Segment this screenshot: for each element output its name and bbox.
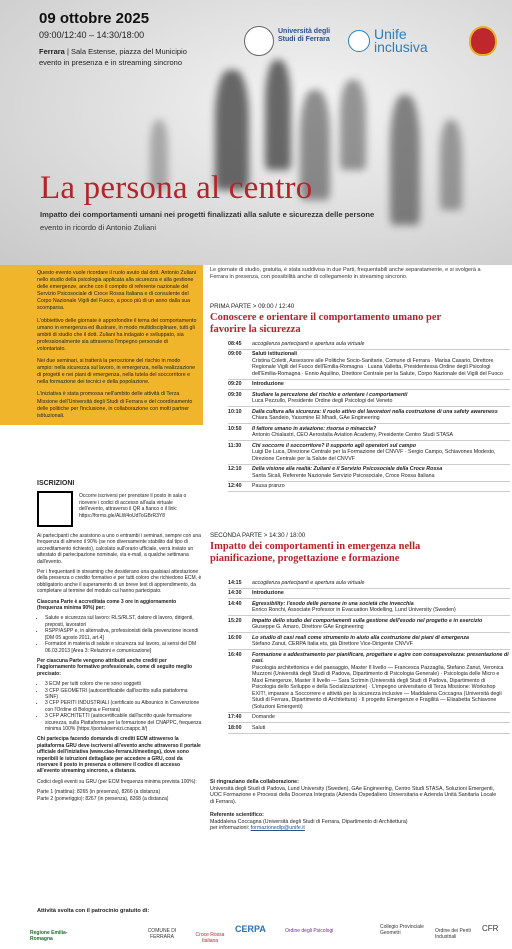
schedule-heading: Impatto dello studio dei comportamenti sulla gestione dell'esodo nel progetto e in esercizio: [252, 617, 483, 624]
schedule-row: [228, 723, 510, 734]
qr-code-icon[interactable]: [37, 491, 73, 527]
schedule-time: 14:15: [228, 579, 242, 586]
schedule-desc: [252, 381, 510, 388]
schedule-time: 10:50: [228, 425, 242, 432]
intro-box: [0, 265, 203, 425]
part1-label: PRIMA PARTE > 09:00 / 12:40: [210, 303, 295, 310]
logo-inclusiva-line2: inclusiva: [374, 39, 428, 55]
details-paragraph: Chi partecipa facendo domanda di crediti ECM attraverso la piattaforma GRU deve iscriversi all'evento anche attraverso il portale ufficiale dell'iniziativa (www.ciao-ferrara.it/meetings), dove sono reperibili le istruzioni dettagliate per accedere a GRU, così da riservare il posto in presenza o ottenere il codice di accesso all'evento streaming sincrono, a distanza.: [37, 736, 201, 775]
blurred-figure: [390, 95, 420, 225]
schedule-desc: [252, 601, 510, 614]
schedule-body: Luca Pezzullo, Presidente Ordine degli Psicologi del Veneto: [252, 398, 393, 404]
schedule-row: [228, 441, 510, 465]
logo-collegio-geometri: Collegio Provinciale Geometri: [380, 924, 424, 936]
schedule-time: 09:20: [228, 381, 242, 387]
inclusiva-icon: [348, 30, 370, 52]
schedule-row: [228, 407, 510, 424]
schedule-heading: Lo studio di casi reali come strumento in aiuto alla costruzione dei piani di emergenza: [252, 634, 469, 641]
schedule-row: [228, 578, 510, 589]
ref-text: Maddalena Coccagna (Università degli Studi di Ferrara, Dipartimento di Architettura): [210, 818, 408, 825]
schedule-desc: [252, 392, 510, 405]
schedule-body: Chiara Sandeio, Yassmine El Mhadi, GAe Engineering: [252, 415, 380, 421]
schedule-body: accoglienza partecipanti e apertura aula virtuale: [252, 340, 365, 347]
event-date: 09 ottobre 2025: [39, 10, 150, 27]
logo-periti-industriali: Ordine dei Periti Industriali: [435, 928, 471, 940]
schedule-time: 08:45: [228, 340, 242, 347]
schedule-time: 14:40: [228, 600, 242, 607]
details-paragraph: Codici degli eventi su GRU (per ECM frequenza minima prevista 100%):: [37, 778, 197, 785]
accreditation-list: [45, 615, 202, 653]
intro-paragraph: Nei due seminari, si tratterà la percezione del rischio in modo ampio: nella sicurezza sul lavoro, in emergenza, nella realizzazione di progetti e nei piani di emergenza, nella tutela del soccorritore e nella formazione dei tecnici e della popolazione.: [37, 358, 196, 386]
schedule-row: [228, 633, 510, 650]
schedule-time: 17:40: [228, 714, 242, 720]
info-label: per informazioni:: [210, 825, 250, 832]
schedule-body: Cristina Coletti, Assessore alle Politiche Socio-Sanitarie, Comune di Ferrara · Marisa Casario, Direttore Regionale Vigili del Fuoco dell'Emilia-Romagna · Luana Valletta, Presidentessa Ordine degli Psicologi dell'Emilia-Romagna · Ennio Aquilino, Direttore Centrale per la Salute, Corpo Nazionale dei Vigili del Fuoco: [252, 357, 503, 377]
schedule-body: Enrico Ronchi, Associate Professor in Evacuation Modelling, Lund University (Sweden): [252, 607, 456, 613]
credits-list: [45, 681, 202, 732]
logo-inclusiva: [374, 28, 428, 54]
schedule-heading: Introduzione: [252, 590, 284, 596]
schedule-heading: Studiare la percezione del rischio e orientare i comportamenti: [252, 391, 408, 398]
patronage-label: Attività svolta con il patrocinio gratuito di:: [37, 908, 150, 914]
schedule-time: 09:30: [228, 391, 242, 398]
details-paragraph: Ciascuna Parte è accreditata come 3 ore in aggiornamento (frequenza minima 90%) per:: [37, 598, 177, 612]
part2-schedule: [228, 578, 510, 734]
schedule-time: 14:30: [228, 590, 242, 596]
schedule-row: [228, 424, 510, 441]
intro-paragraph: L'iniziativa è stata promossa nell'ambito delle attività di Terza Missione dell'Università degli Studi di Ferrara e del coordinamento delle politiche per l'inclusione, in collaborazione con molti partner istituzionali.: [37, 391, 193, 419]
schedule-row: [228, 616, 510, 633]
schedule-desc: [252, 409, 510, 422]
list-item: • Formatori in materia di salute e sicurezza sul lavoro, ai sensi del DM 06.03.2013 [Area 3: Relazioni e comunicazione]: [45, 641, 202, 654]
blurred-figure: [340, 80, 366, 170]
logo-comune-ferrara: COMUNE DI FERRARA: [147, 928, 177, 940]
right-intro: Le giornate di studio, gratuita, è stata suddivisa in due Parti, frequentabili anche separatamente, e si svolgerà a Ferrara in presenza, con possibilità anche di collegamento in streaming sincrono.: [210, 267, 481, 280]
schedule-desc: [252, 635, 510, 648]
logo-regione-emilia-romagna: Regione Emilia-Romagna: [30, 930, 68, 942]
details-paragraph: Parte 1 (mattina): 8265 (in presenza), 8266 (a distanza): [37, 789, 161, 796]
schedule-time: 15:20: [228, 617, 242, 624]
details-paragraph: Per ciascuna Parte vengono attribuiti anche crediti per l'aggiornamento formativo professionale, come di seguito meglio precisato:: [37, 657, 193, 677]
schedule-body: Domande: [252, 714, 275, 720]
schedule-time: 11:30: [228, 442, 242, 449]
schedule-time: 12:40: [228, 483, 242, 489]
schedule-row: [228, 390, 510, 407]
part2-title: Impatto dei comportamenti in emergenza nella pianificazione, progettazione e formazione: [210, 541, 421, 564]
schedule-row: [228, 380, 510, 391]
schedule-desc: [252, 580, 510, 587]
schedule-time: 12:10: [228, 466, 242, 472]
schedule-body: Psicologia architettonica e del paesaggio, Master II livello — Francesca Pazzaglia, Stefano Zanut, Veronica Muzzoni (Università degli Studi di Padova, Dipartimento di Psicologia Generale) · Psicologia delle Micro e Maxi Emergenze, Master II livello — Sara Scrimin (Università degli Studi di Padova, Dipartimento di Psicologia dello Sviluppo e della Socializzazione) · L'impegno universitario di Terza Missione: Workshop EXIT!, imparare a Soccorrere e attività per la sicurezza inclusive — Maddalena Coccagna (Università degli Studi di Ferrara, Dipartimento di Architettura) · Il progetto Emergenze e Fragilità — Elisabetta Schiavone (Soluzioni Emergenti): [252, 664, 504, 710]
part1-title: Conoscere e orientare il comportamento umano per favorire la sicurezza: [210, 312, 441, 335]
schedule-time: 09:00: [228, 351, 242, 357]
schedule-time: 16:00: [228, 634, 242, 641]
list-item: • 3 ECM per tutti coloro che ne sono soggetti: [45, 681, 202, 687]
schedule-time: 18:00: [228, 724, 242, 731]
location-venue: | Sala Estense, piazza del Municipio: [64, 47, 187, 56]
schedule-body: Pausa pranzo: [252, 483, 285, 489]
schedule-row: [228, 465, 510, 482]
list-item: • 3 CFP GEOMETRI (autocertificabile dall'iscritto sulla piattaforma SINF): [45, 688, 202, 701]
schedule-body: Saluti: [252, 724, 266, 731]
schedule-row: [228, 650, 510, 713]
page-title: La persona al centro: [40, 170, 313, 206]
memory-line: evento in ricordo di Antonio Zuliani: [40, 223, 157, 232]
schedule-body: Giuseppe G. Amaro, Direttore GAe Engineering: [252, 624, 364, 630]
event-time: 09:00/12:40 – 14:30/18:00: [39, 30, 145, 40]
ref-label: Referente scientifico:: [210, 811, 264, 818]
blurred-figure: [440, 120, 462, 210]
list-item: • 3 CFP ARCHITETTI (autocertificabile dall'iscritto quale formazione sicurezza, sulla Piattaforma per la formazione del CNAPPC, frequenza minima 100% (https://portaleservizi.cnappc.it/): [45, 713, 202, 732]
location-city: Ferrara: [39, 47, 65, 56]
schedule-desc: [252, 443, 510, 463]
logo-croce-rossa: Croce Rossa Italiana: [195, 932, 225, 944]
details-paragraph: Per i frequentanti in streaming che desiderano una qualsiasi attestazione della presenza o credito formativo e per tutti coloro che richiedono ECM, è obbligatorio anche il superamento di un breve test di apprendimento, da completare al termine del modulo cui hanno partecipato.: [37, 569, 202, 595]
schedule-row: [228, 599, 510, 616]
accreditation-details: [37, 533, 202, 806]
schedule-body: Luigi De Luca, Direzione Centrale per la Formazione del CNVVF · Sergio Campo, Schiavones Modesto, Direzione Centrale per la Salute del CNVVF: [252, 449, 496, 462]
schedule-row: [228, 339, 510, 350]
event-mode: evento in presenza e in streaming sincrono: [39, 58, 182, 67]
schedule-heading: Dalla cultura alla sicurezza: il ruolo attivo dei lavoratori nella costruzione di una safety awareness: [252, 408, 498, 415]
schedule-time: 16:40: [228, 651, 242, 658]
schedule-desc: [252, 590, 510, 597]
schedule-heading: Introduzione: [252, 381, 284, 387]
part2-label: SECONDA PARTE > 14:30 / 18:00: [210, 532, 306, 539]
details-paragraph: Ai partecipanti che assistono a uno o entrambi i seminari, sempre con una frequenza di almeno il 90% (se non diversamente stabilito dal tipo di accreditamento richiesto), calcolato sull'orario ufficiale, verrà inviato un attestato di partecipazione nominale, via e-mail, a qualche settimana dall'evento.: [37, 533, 201, 565]
logo-cfr: CFR: [482, 924, 499, 933]
collab-text: Università degli Studi di Padova, Lund University (Sweden), GAe Engineering, Centro Studi STASA, Soluzioni Emergenti, UOC Formazione e Processi della Docenza Integrata (Azienda Ospedaliero Universitaria e Azienda Unità Sanitaria Locale di Ferrara).: [210, 785, 497, 805]
schedule-heading: Egressibility: l'esodo delle persone in una società che invecchia: [252, 600, 414, 607]
schedule-desc: [252, 351, 510, 377]
schedule-body: Santa Sicali, Referente Nazionale Servizio Psicosociale, Croce Rossa Italiana: [252, 472, 435, 479]
info-email-link[interactable]: formazionedlp@unife.it: [250, 825, 305, 832]
schedule-desc: [252, 652, 510, 711]
schedule-heading: Della visione alla realtà: Zuliani e il Servizio Psicosociale della Croce Rossa: [252, 466, 443, 472]
iscrizioni-title: ISCRIZIONI: [37, 480, 75, 487]
fire-brigade-icon: [469, 26, 497, 56]
intro-text: [37, 270, 197, 425]
hero-banner: [0, 0, 512, 265]
details-paragraph: Parte 2 (pomeriggio): 8267 (in presenza), 8268 (a distanza): [37, 795, 169, 802]
schedule-row: [228, 589, 510, 600]
schedule-time: 10:10: [228, 408, 242, 415]
schedule-row: [228, 713, 510, 724]
logo-ordine-psicologi: Ordine degli Psicologi: [285, 928, 334, 934]
blurred-figure: [265, 60, 291, 170]
schedule-desc: [252, 714, 510, 721]
header-logos: [244, 22, 506, 62]
intro-paragraph: L'obbiettivo delle giornate è approfondire il tema del comportamento umano in emergenza ed illustrare, in modo multidisciplinare, tutti gli ambiti di studio che il dott. Zuliani ha indagato e sviluppato, sia professionalmente sia attraverso l'impegno personale di volontariato.: [37, 317, 197, 352]
schedule-desc: [252, 426, 510, 439]
schedule-row: [228, 482, 510, 493]
schedule-desc: [252, 618, 510, 631]
list-item: • 3 CFP PERITI INDUSTRIALI (certificato su Albounico in Convenzione con l'Ordine di Bologna e Ferrara): [45, 700, 202, 713]
collab-label: Si ringraziano della collaborazione:: [210, 779, 299, 785]
schedule-heading: Chi soccorre il soccorritore? Il supporto agli operatori sul campo: [252, 442, 416, 449]
list-item: • RSPP/ASPP e, in alternativa, professionisti della prevenzione incendi [DM 05 agosto 2011, art.4]: [45, 628, 202, 641]
patronage-logos: [30, 916, 508, 946]
schedule-desc: [252, 466, 510, 479]
part1-schedule: [228, 339, 510, 492]
page-subtitle: Impatto dei comportamenti umani nei progetti finalizzati alla salute e sicurezza delle persone: [40, 210, 375, 219]
unife-seal-icon: [244, 26, 274, 56]
logo-inclusiva-line1: Unife: [374, 26, 407, 42]
schedule-body: Stefano Zanut, CERPA Italia ets, già Direttore Vice-Dirigente CNVVF: [252, 641, 413, 647]
schedule-desc: [252, 725, 510, 732]
intro-paragraph: Questo evento vuole ricordare il ruolo avuto dal dott. Antonio Zuliani nello studio della psicologia applicata alla sicurezza e alla gestione delle emergenze, anche con il compito di referente nazionale del Servizio Psicosociale di Croce Rossa Italiana e di consulente del Corpo Nazionale Vigili del Fuoco, a poco più di un anno dalla sua scomparsa.: [37, 270, 197, 312]
schedule-desc: [252, 341, 510, 348]
schedule-body: Antonio Chialastri, CEO Aerostalia Aviation Academy, Presidente Centro Studi STASA: [252, 432, 454, 438]
logo-cerpa: CERPA: [235, 924, 266, 934]
logo-unife-text: Università degli Studi di Ferrara: [278, 28, 331, 43]
schedule-heading: Saluti istituzionali: [252, 351, 298, 357]
left-column: [0, 265, 210, 949]
schedule-body: accoglienza partecipanti e apertura aula virtuale: [252, 579, 365, 586]
event-location: [39, 46, 239, 68]
schedule-row: [228, 350, 510, 380]
schedule-heading: Il fattore umano in aviazione: risorsa o minaccia?: [252, 425, 377, 432]
list-item: • Salute e sicurezza sul lavoro: RLS/RLST, datore di lavoro, dirigenti, preposti, lavoratori: [45, 615, 202, 628]
footer-info: [210, 779, 500, 832]
iscrizioni-text: Occorre iscriversi per prenotare il posto in sala o ricevere i codici di accesso all'aula virtuale dell'evento, attraverso il QR a fianco o il link: https://forms.gle/ALW4oUdToGBrR3Y8: [79, 493, 187, 519]
schedule-desc: [252, 483, 510, 490]
schedule-heading: Formazione e addestramento per pianificare, progettare e agire con consapevolezza: presentazione di casi.: [252, 651, 509, 664]
